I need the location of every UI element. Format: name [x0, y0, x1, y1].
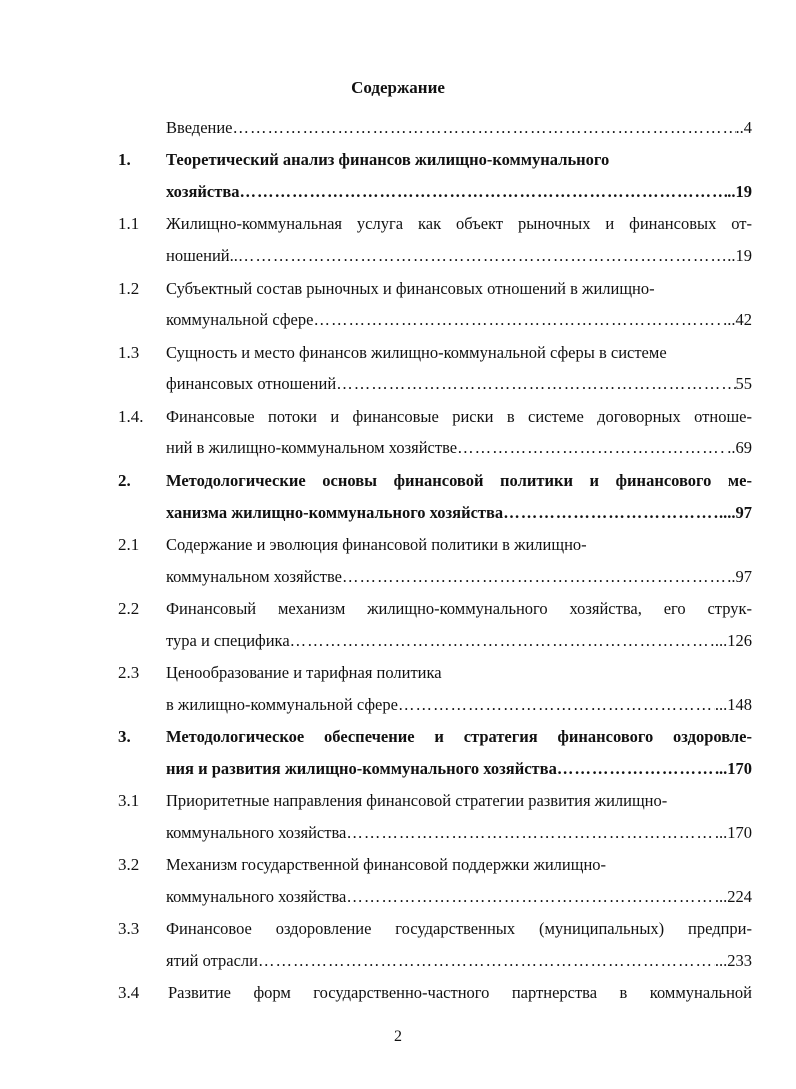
- toc-entry-text: коммунального хозяйства: [166, 823, 347, 842]
- toc-page-number: ...42: [723, 310, 752, 329]
- toc-entry-number: 2.3: [118, 663, 140, 682]
- leader-dots: [290, 629, 715, 653]
- leader-dots: [346, 885, 715, 909]
- toc-page-number: ..170: [719, 759, 752, 778]
- toc-entry-number: 3.: [118, 727, 131, 746]
- leader-dots: [233, 116, 736, 140]
- toc-page-number: ..69: [727, 438, 752, 457]
- toc-line: [166, 308, 752, 332]
- toc-line: [166, 565, 752, 589]
- toc-entry-text: коммунальной сфере: [166, 310, 314, 329]
- toc-entry-number: 1.2: [118, 279, 140, 298]
- toc-entry-text: Сущность и место финансов жилищно-коммунальной сферы в системе: [166, 343, 667, 362]
- toc-entry-text: ношений..: [166, 246, 238, 265]
- toc-entry-text: ханизма жилищно-коммунального хозяйства: [166, 503, 504, 522]
- toc-entry-text: Финансовое оздоровление государственных (муниципальных) предпри-: [166, 919, 752, 938]
- toc-page-number: ...148: [714, 695, 752, 714]
- toc-entry-text: тура и специфика: [166, 631, 290, 650]
- toc-entry-number: 2.2: [118, 599, 140, 618]
- leader-dots: [313, 308, 723, 332]
- toc-line: [166, 436, 752, 460]
- leader-dots: [240, 180, 728, 204]
- toc-entry-number: 3.3: [118, 919, 140, 938]
- toc-page-number: ..19: [727, 182, 752, 201]
- toc-page-number: ...233: [714, 951, 752, 970]
- leader-dots: [336, 372, 735, 396]
- toc-entry-number: 1.3: [118, 343, 140, 362]
- leader-dots: [557, 757, 719, 781]
- toc-entry-text: ятий отрасли: [166, 951, 258, 970]
- toc-entry-text: Финансовый механизм жилищно-коммунального хозяйства, его струк-: [166, 599, 752, 618]
- toc-entry-text: Введение: [166, 118, 233, 137]
- toc-entry-text: Теоретический анализ финансов жилищно-коммунального: [166, 150, 610, 169]
- toc-entry-text: финансовых отношений: [166, 374, 337, 393]
- toc-page-number: ...224: [714, 887, 752, 906]
- toc-entry-number: 2.1: [118, 535, 140, 554]
- leader-dots: [346, 821, 715, 845]
- toc-page-number: ...170: [714, 823, 752, 842]
- toc-entry-text: Жилищно-коммунальная услуга как объект рыночных и финансовых от-: [166, 214, 752, 233]
- toc-entry-text: Субъектный состав рыночных и финансовых отношений в жилищно-: [166, 279, 655, 298]
- toc-entry-number: 3.4: [118, 983, 140, 1002]
- toc-line: [166, 372, 752, 396]
- toc-page-number: ..4: [735, 118, 752, 137]
- toc-entry-text: ний в жилищно-коммунальном хозяйстве: [166, 438, 458, 457]
- toc-line: [166, 885, 752, 909]
- toc-page-number: 55: [735, 374, 752, 393]
- toc-page-number: ..19: [727, 246, 752, 265]
- toc-entry-text: в жилищно-коммунальной сфере: [166, 695, 398, 714]
- leader-dots: [503, 501, 719, 525]
- toc-page-number: ...126: [714, 631, 752, 650]
- toc-entry-number: 3.2: [118, 855, 140, 874]
- page-number: 2: [394, 1028, 402, 1045]
- toc-entry-text: Содержание и эволюция финансовой политики в жилищно-: [166, 535, 587, 554]
- toc-entry-number: 3.1: [118, 791, 140, 810]
- toc-entry-number: 1.: [118, 150, 131, 169]
- toc-line: [166, 693, 752, 717]
- toc-entry-text: Развитие форм государственно-частного партнерства в коммунальной: [168, 983, 752, 1002]
- toc-line: [166, 821, 752, 845]
- toc-entry-text: ния и развития жилищно-коммунального хозяйства: [166, 759, 557, 778]
- toc-page-number: ..97: [727, 567, 752, 586]
- toc-entry-text: Ценообразование и тарифная политика: [166, 663, 442, 682]
- toc-line: [166, 244, 752, 268]
- toc-entry-number: 1.1: [118, 214, 140, 233]
- toc-entry-text: Приоритетные направления финансовой стратегии развития жилищно-: [166, 791, 668, 810]
- leader-dots: [342, 565, 727, 589]
- toc-line: [166, 629, 752, 653]
- toc-line: [166, 949, 752, 973]
- toc-line: [166, 501, 752, 525]
- leader-dots: [398, 693, 715, 717]
- toc-entry-text: Механизм государственной финансовой поддержки жилищно-: [166, 855, 607, 874]
- toc-line: [166, 180, 752, 204]
- toc-entry-text: коммунального хозяйства: [166, 887, 347, 906]
- page-title: Содержание: [351, 78, 445, 97]
- toc-line: [166, 757, 752, 781]
- toc-entry-text: Методологическое обеспечение и стратегия финансового оздоровле-: [166, 727, 752, 746]
- leader-dots: [238, 244, 727, 268]
- toc-entry-text: коммунальном хозяйстве: [166, 567, 342, 586]
- toc-entry-number: 2.: [118, 471, 131, 490]
- leader-dots: [457, 436, 727, 460]
- toc-entry-text: Методологические основы финансовой политики и финансового ме-: [166, 471, 752, 490]
- toc-entry-number: 1.4.: [118, 407, 144, 426]
- toc-entry-text: хозяйства: [166, 182, 240, 201]
- leader-dots: [258, 949, 715, 973]
- toc-line: [166, 116, 752, 140]
- toc-page-number: ....97: [719, 503, 752, 522]
- toc-entry-text: Финансовые потоки и финансовые риски в системе договорных отноше-: [166, 407, 752, 426]
